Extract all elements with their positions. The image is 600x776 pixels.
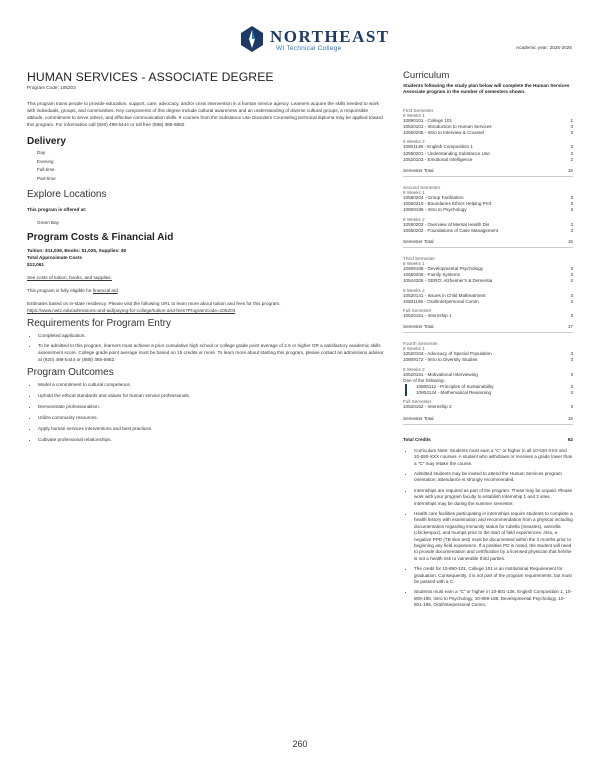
course-credits: 3 <box>570 207 573 213</box>
total-costs-label: Total Approximate Costs <box>27 254 82 260</box>
page-number: 260 <box>292 739 308 749</box>
week-label: 8 Weeks 2 <box>403 287 425 293</box>
week-label: Full Semester <box>403 308 432 314</box>
outcome-item: • Cultivate professional relationships. <box>38 436 385 443</box>
course-credits: 3 <box>570 227 573 233</box>
course-name: 10520141 - Issues in Child Maltreatment <box>403 292 486 298</box>
course-credits: 3 <box>570 292 573 298</box>
total-credits-label: Total Credits <box>403 436 431 442</box>
outcome-item: • Model a commitment to cultural competence. <box>38 381 385 388</box>
delivery-item: Full-time <box>37 167 55 173</box>
week-label: 8 Weeks 1 <box>403 346 425 352</box>
college-logo[interactable] <box>240 26 390 56</box>
semester-total-value: 15 <box>567 415 573 421</box>
course-name: 10801196 - Oral/Interpersonal Comm <box>403 298 479 304</box>
week-label: 8 Weeks 2 <box>403 216 425 222</box>
course-row <box>403 357 573 363</box>
semester-total-label: Semester Total <box>403 415 434 421</box>
tuition-url-link[interactable]: https://www.nwtc.edu/admissions-and-aid/paying-for-college/tuition-and-fees?ProgramCode=105203 <box>27 307 236 313</box>
curriculum-column <box>403 70 573 613</box>
semester-total-label: Semester Total <box>403 239 434 245</box>
course-credits: 3 <box>570 313 573 319</box>
course-row <box>403 404 573 410</box>
semester-total <box>403 239 573 248</box>
semester-block <box>403 256 573 333</box>
course-name: 10550205 - Intro to Interview & Counsel <box>403 130 484 136</box>
course-name: 10544205 - GERO: Alzheimer's & Dementia <box>403 278 493 284</box>
course-credits: 2 <box>570 156 573 162</box>
course-credits: 3 <box>570 144 573 150</box>
course-name: 10550201 - Understanding Substance Use <box>403 150 490 156</box>
curriculum-intro: Students following the study plan below will complete the Human Services Associate program in the number of semesters shown. <box>403 83 570 95</box>
note-item: • Curriculum Note: Students must earn a "C" or higher in all 10-520-XXX and 10-550-XXX courses. A student who withdraws or receives a grade lower than a "C" may retake the course. <box>414 448 573 467</box>
program-code: Program Code: 105203 <box>27 85 76 90</box>
costs-details-link[interactable]: See costs of tuition, books, and supplies. <box>27 274 112 280</box>
course-credits: 3 <box>570 404 573 410</box>
course-row <box>403 278 573 284</box>
estimate-text: Estimates based on in-state residency. Please visit the following URL to learn more about tuition and fees for this program. <box>27 300 281 306</box>
course-name: 10550210 - Boundaries Ethics Helping Prof <box>403 201 492 207</box>
logo-subtitle: WI Technical College <box>276 45 342 52</box>
program-description: This program trains people to provide education, support, care, advocacy, and/or crisis intervention in a human service agency. Learners acquire the skills needed to work with individuals, groups, and communities. Key components of this degree include cultural awareness and an understanding of diverse cultural groups, a responsible attitude, commitment to serve others, and effective communication skills. 9 courses from the Substance Use Disorders Counseling technical diploma may be applied toward this program. For information call (920) 498-5444 or toll free (888) 385-6982. <box>27 101 383 127</box>
course-name: 10550206 - Family Systems <box>403 272 460 278</box>
course-row <box>403 207 573 213</box>
week-label: Full Semester <box>403 399 432 405</box>
course-name: 10520151 - Internship 1 <box>403 313 452 319</box>
locations-list <box>27 219 385 228</box>
requirements-heading: Requirements for Program Entry <box>27 317 171 329</box>
week-label: 8 Weeks 2 <box>403 366 425 372</box>
course-credits: 3 <box>570 221 573 227</box>
semester-total <box>403 324 573 333</box>
note-item: • Students must earn a "C" or higher in 10-801-136, English Composition 1, 10-809-198, Intro to Psychology, 10-809-188, Developmental Psychology, 10-801-196, Oral/Interpersonal Comm, <box>414 589 573 608</box>
course-name: 10890101 - College 101 <box>403 117 453 123</box>
course-name: 10520103 - Emotional Intelligence <box>403 156 473 162</box>
page-header <box>0 0 600 60</box>
course-name: 10520104 - Advocacy of Special Population <box>403 351 492 357</box>
total-costs-value: $12,061 <box>27 261 44 267</box>
left-column <box>27 70 385 447</box>
logo-wordmark: NORTHEAST <box>270 27 390 46</box>
program-title: HUMAN SERVICES - ASSOCIATE DEGREE <box>27 70 274 84</box>
location-item: Green Bay <box>37 220 59 226</box>
academic-year: Academic year: 2025-2026 <box>515 45 572 50</box>
course-name: 10520152 - Internship 2 <box>403 404 452 410</box>
course-row <box>403 313 573 319</box>
semester-block <box>403 185 573 248</box>
semester-title: First Semester <box>403 107 434 113</box>
semester-total-label: Semester Total <box>403 324 434 330</box>
total-credits <box>403 437 573 442</box>
locations-heading: Explore Locations <box>27 189 107 201</box>
eligible-suffix: . <box>117 287 119 293</box>
course-credits: 3 <box>570 390 573 396</box>
semester-title: Second Semester <box>403 185 441 191</box>
outcome-item: • Apply human services interventions and best practices. <box>38 425 385 432</box>
costs-breakdown: Tuition: $11,036, Books: $1,025, Supplies: $0 <box>27 247 127 253</box>
note-item: • Internships are required as part of the program. These may be unpaid. Please work with your program faculty to establish Internship 1 and 2 sites. Internships may be during the summer semester. <box>414 488 573 507</box>
semester-block <box>403 108 573 177</box>
semester-title: Third Semester <box>403 256 436 262</box>
course-credits: 3 <box>570 351 573 357</box>
course-name: 10809188 - Developmental Psychology <box>403 266 483 272</box>
week-label: 8 Weeks 1 <box>403 112 425 118</box>
costs-heading: Program Costs & Financial Aid <box>27 231 174 243</box>
delivery-item: Part-time <box>37 175 56 181</box>
requirement-item: • Completed application. <box>38 332 385 339</box>
outcomes-heading: Program Outcomes <box>27 366 114 378</box>
course-credits: 3 <box>570 298 573 304</box>
course-credits: 3 <box>570 124 573 130</box>
semester-total-value: 17 <box>567 324 573 330</box>
course-row <box>403 299 573 305</box>
course-row <box>416 390 573 396</box>
delivery-heading: Delivery <box>27 136 66 147</box>
course-credits: 3 <box>570 266 573 272</box>
course-name: 10801136 - English Composition 1 <box>403 144 473 150</box>
semester-total-label: Semester Total <box>403 168 434 174</box>
curriculum-heading: Curriculum <box>403 70 450 81</box>
course-name: 10550202 - Foundations of Case Management <box>403 227 499 233</box>
course-credits: 3 <box>570 384 573 390</box>
course-row <box>403 130 573 136</box>
course-name: 10550203 - Overview of Mental Health Dis <box>403 221 490 227</box>
course-credits: 3 <box>570 357 573 363</box>
outcomes-list <box>27 381 385 443</box>
course-credits: 2 <box>570 278 573 284</box>
week-label: 8 Weeks 1 <box>403 190 425 196</box>
semester-total-value: 15 <box>567 239 573 245</box>
course-name: 10806112 - Principles of Sustainability <box>416 384 494 390</box>
compass-logo-icon <box>240 26 264 52</box>
course-name: 10520101 - Introduction to Human Services <box>403 124 492 130</box>
course-name: 10809198 - Intro to Psychology <box>403 207 467 213</box>
semester-total-value: 15 <box>567 168 573 174</box>
semester-block <box>403 341 573 424</box>
one-of-group <box>405 384 573 396</box>
total-credits-value: 62 <box>567 436 573 442</box>
financial-aid-link[interactable]: financial aid <box>92 287 118 293</box>
course-credits: 3 <box>570 201 573 207</box>
eligible-prefix: This program is fully eligible for <box>27 287 92 293</box>
course-credits: 3 <box>570 371 573 377</box>
course-credits: 3 <box>570 150 573 156</box>
note-item: • Health care facilities participating in internships require students to complete a health history with examination and recommendation from a physical including documentation regarding immunity status for rubella (measles), varicella (chickenpox), and mumps prior to the start of field experiences. Also, a negative PPD (TB skin test) must be documented within the 3 months prior to beginning any field experience. If a positive PD is noted, the student will need to provide documentation and certification by a licensed physician that he/she is not a health risk to vulnerable third parties. <box>414 511 573 562</box>
course-name: 10550204 - Group Facilitation <box>403 195 464 201</box>
course-name: 10520181 - Motivational Interviewing <box>403 371 478 377</box>
curriculum-notes <box>403 448 573 609</box>
note-item: • The credit for 10-890-101, College 101 is an Institutional Requirement for graduation. Consequently, it is not part of the program requirements, but must be passed with a C. <box>414 566 573 585</box>
semester-title: Fourth Semester <box>403 341 438 347</box>
course-credits: 1 <box>570 117 573 123</box>
offered-label: This program is offered at: <box>27 207 87 213</box>
outcome-item: • Uphold the ethical standards and values for human service professionals. <box>38 392 385 399</box>
outcome-item: • Demonstrate professionalism. <box>38 403 385 410</box>
semester-total <box>403 416 573 425</box>
financial-aid-line <box>27 287 385 294</box>
course-credits: 3 <box>570 195 573 201</box>
note-item: • Admitted students may be invited to attend the Human Services program orientation; attendance is strongly recommended. <box>414 471 573 484</box>
course-credits: 3 <box>570 130 573 136</box>
course-name: 10804134 - Mathematical Reasoning <box>416 390 492 396</box>
course-name: 10809172 - Intro to Diversity Studies <box>403 357 478 363</box>
requirement-item: • To be admitted to this program, learners must achieve a prior cumulative high school or college grade point average of 2.6 or higher OR a satisfactory academic skills assessment score. College grade point average must be based on 15 credits or more. To learn more about starting this program, please contact an admissions advisor at (920) 498-5444 or (888) 385-6982. <box>38 342 385 363</box>
course-row <box>403 228 573 234</box>
one-of-text: One of the following: <box>403 377 445 383</box>
week-label: 8 Weeks 2 <box>403 139 425 145</box>
delivery-list <box>27 149 385 183</box>
semester-total <box>403 168 573 177</box>
delivery-item: Day <box>37 150 46 155</box>
outcome-item: • Utilize community resources. <box>38 414 385 421</box>
week-label: 8 Weeks 1 <box>403 261 425 267</box>
course-row <box>403 157 573 163</box>
requirements-list <box>27 332 385 363</box>
delivery-item: Evening <box>37 158 54 164</box>
course-credits: 3 <box>570 272 573 278</box>
